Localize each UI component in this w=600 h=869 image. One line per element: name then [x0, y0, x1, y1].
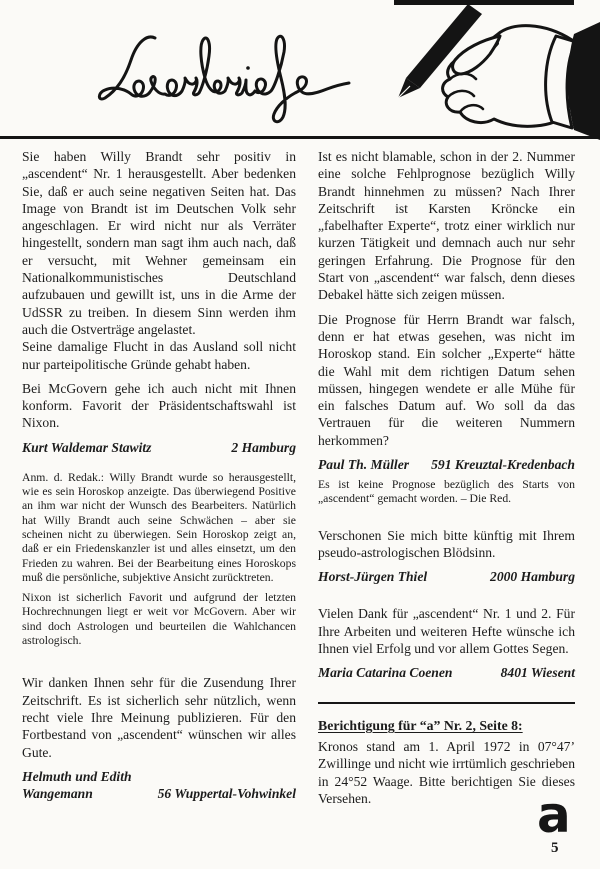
correction-heading: Berichtigung für “a” Nr. 2, Seite 8:	[318, 718, 523, 734]
writing-hand-icon	[394, 0, 600, 142]
editors-note-paragraph: Nixon ist sicherlich Favorit und aufgrund der letzten Hochrechnungen liegt er weit vor McGovern. Aber wir sind doch Astrologen und beurteilen die Wahlchancen astrologisch.	[22, 591, 296, 648]
letter-paragraph: Seine damalige Flucht in das Ausland soll nicht nur parteipolitische Gründe gehabt haben.	[22, 339, 296, 372]
letter-signature	[318, 456, 575, 473]
letter-signature	[22, 768, 296, 802]
letter-paragraph: Verschonen Sie mich bitte künftig mit Ihrem pseudo-astrologischen Blödsinn.	[318, 527, 575, 560]
page-number: 5	[551, 840, 559, 856]
page-title	[0, 0, 1, 1]
signature-name: Horst-Jürgen Thiel	[318, 569, 428, 585]
letter-signature	[318, 568, 575, 585]
letter-signature	[318, 664, 575, 681]
letter-paragraph: Ist es nicht blamable, schon in der 2. Nummer eine solche Fehlprognose bezüglich Willy Brandt hinnehmen zu müssen? Nach Ihrer Zeitschrift ist Karsten Kröncke ein „fabelhafter Experte“, trotz einer wirklich nur kurzen Tätigkeit und demnach auch nur sehr geringen Erfahrung. Die Prognose für den Start von „ascendent“ war falsch, denn dieses Debakel hätte sich zeigen müssen.	[318, 149, 575, 303]
signature-name: Paul Th. Müller	[318, 457, 410, 473]
signature-name: Helmuth und Edith	[22, 768, 132, 784]
right-column	[318, 148, 575, 807]
letter-paragraph: Wir danken Ihnen sehr für die Zusendung Ihrer Zeitschrift. Es ist sicherlich sehr nützlich, wenn recht viele Ihre Meinung publizieren. Für den Fortbestand von „ascendent“ wünschen wir alles Gute.	[22, 675, 296, 760]
editors-note-paragraph: Anm. d. Redak.: Willy Brandt wurde so herausgestellt, wie es sein Horoskop anzeigte. Das überwiegend Positive an ihm war nicht der Wunsch des Bearbeiters. Natürlich hat Willy Brandt auch seine Schwächen – aber sie scheinen nicht zu überwiegen. Sein Horoskop zeigt an, daß er ein Friedenskanzler ist und alles einsetzt, um den Frieden zu wahren. Bei der Bearbeitung eines Horoskops muß die persönliche, subjektive Ansicht zurücktreten.	[22, 470, 296, 584]
correction-body: Kronos stand am 1. April 1972 in 07°47’ Zwillinge und nicht wie irrtümlich geschrieben in 24°52 Waage. Bitte berichtigen Sie dieses Versehen.	[318, 739, 575, 807]
letter-paragraph: Die Prognose für Herrn Brandt war falsch, denn er hat etwas gesehen, was nicht im Horoskop stand. Ein solcher „Experte“ hätte die Wahl mit dem richtigen Datum sehen müssen, hingegen wendete er alle Mühe für ein falsches Datum auf. Wo soll da das Vertrauen für die weiteren Nummern herkommen?	[318, 311, 575, 448]
signature-name: Kurt Waldemar Stawitz	[22, 439, 152, 455]
left-column	[22, 148, 296, 802]
signature-location: 56 Wuppertal-Vohwinkel	[157, 785, 296, 801]
editors-reply: Es ist keine Prognose bezüglich des Starts von „ascendent“ gemacht worden. – Die Red.	[318, 478, 575, 506]
signature-name: Wangemann	[22, 785, 93, 801]
magazine-logo: a	[537, 786, 571, 844]
signature-location: 591 Kreuztal-Kredenbach	[431, 457, 575, 473]
leserbriefe-script-title	[85, 30, 355, 126]
signature-name: Maria Catarina Coenen	[318, 665, 453, 681]
letter-paragraph: Vielen Dank für „ascendent“ Nr. 1 und 2. Für Ihre Arbeiten und weiteren Hefte wünsche ich Ihnen viel Erfolg und vor allem Gottes Segen.	[318, 606, 575, 656]
signature-location: 8401 Wiesent	[500, 665, 575, 681]
header-divider	[0, 136, 600, 139]
letter-paragraph: Bei McGovern gehe ich auch nicht mit Ihnen konform. Favorit der Präsidentschaftswahl ist Nixon.	[22, 380, 296, 431]
signature-location: 2000 Hamburg	[490, 569, 575, 585]
letter-signature	[22, 439, 296, 456]
correction-divider	[318, 702, 575, 704]
signature-location: 2 Hamburg	[231, 439, 296, 455]
letter-paragraph: Sie haben Willy Brandt sehr positiv in „ascendent“ Nr. 1 herausgestellt. Aber bedenken Sie, daß er auch seine negativen Seiten hat. Das Image von Brandt ist im Deutschen Volk sehr angeschlagen. Er wird nicht nur als Verräter hingestellt, sondern man sagt ihm auch nach, daß er versucht, mit Wehner gemeinsam ein Nationalkommunistisches Deutschland aufzubauen und gewillt ist, uns in die Arme der UdSSR zu treiben. In diesem Sinn werden ihm auch die Ostverträge angelastet.	[22, 149, 296, 337]
